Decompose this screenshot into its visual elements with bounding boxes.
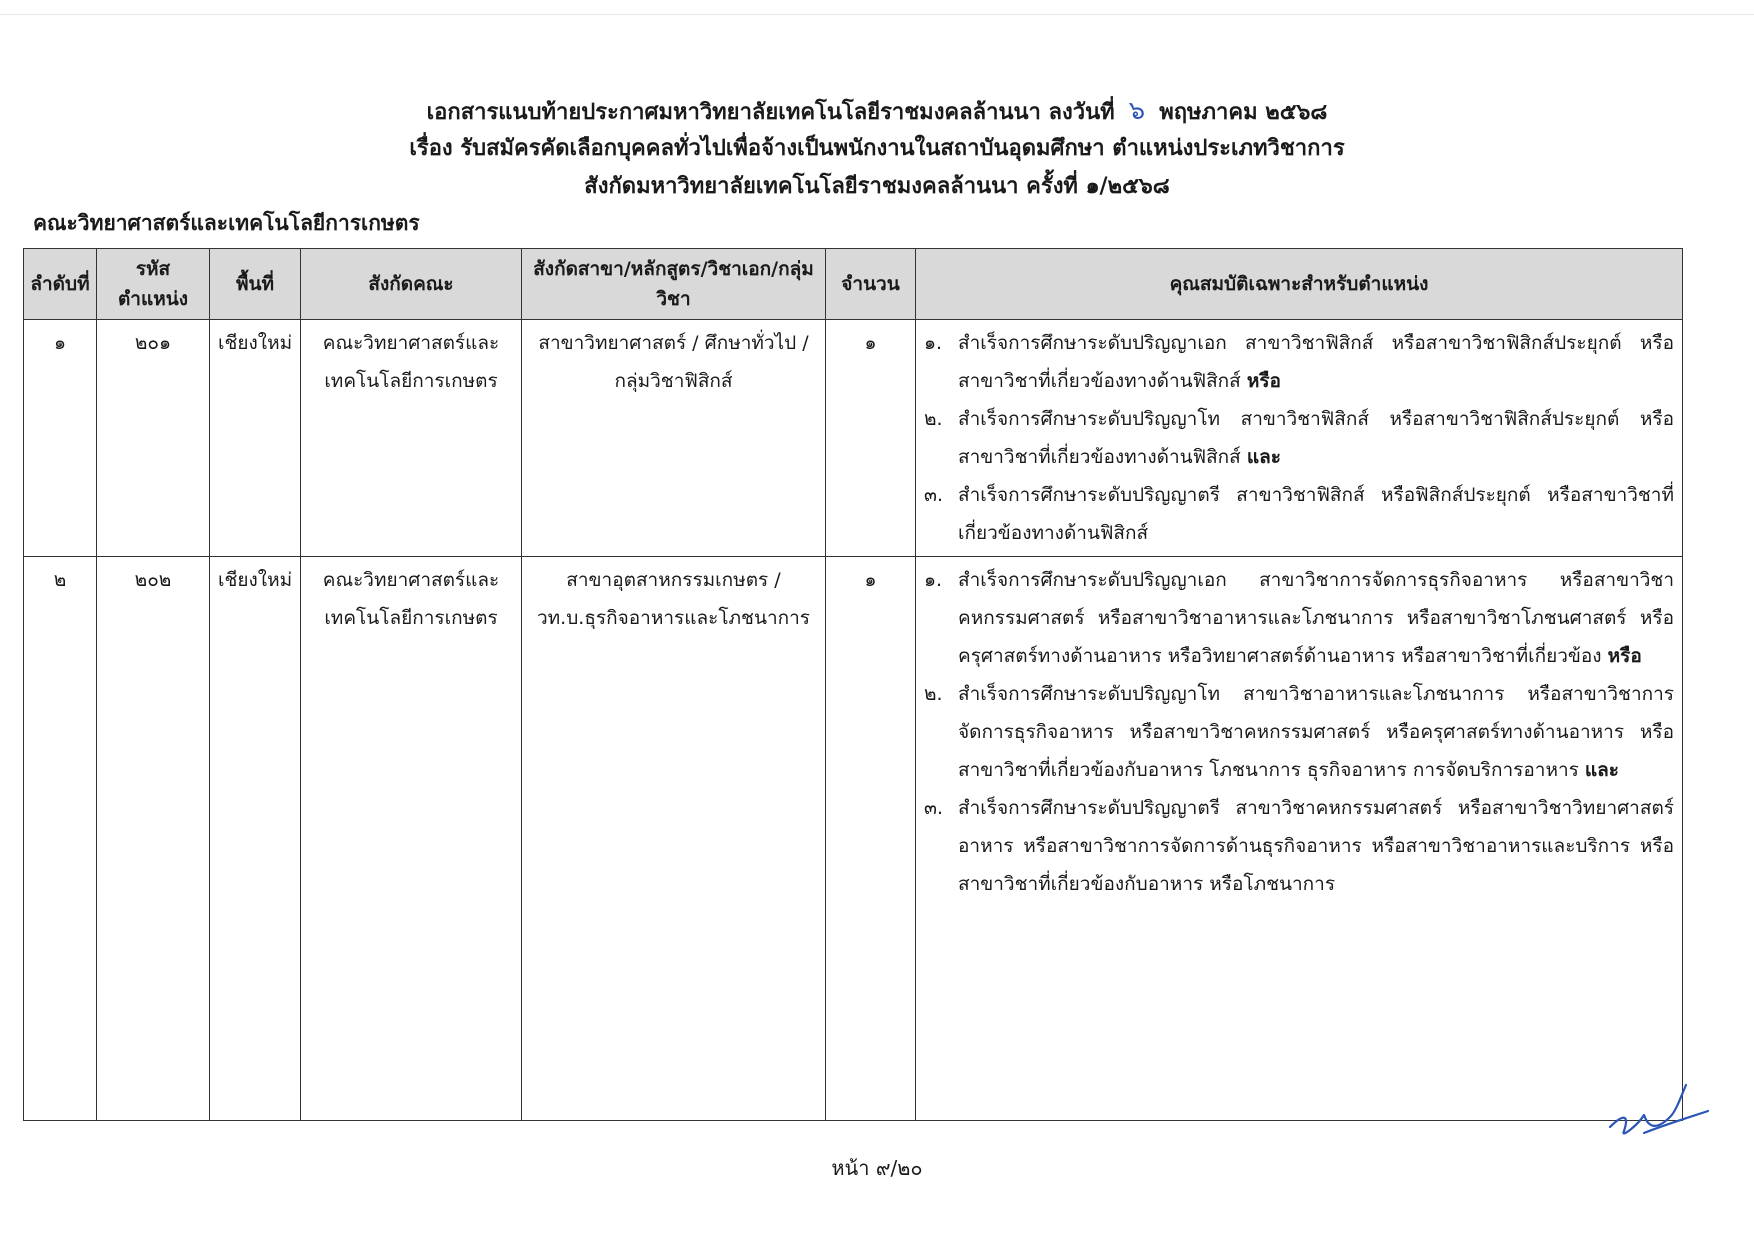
qualifications-list	[924, 324, 1674, 552]
qualification-number: ๒.	[924, 408, 943, 430]
table-row	[24, 557, 1683, 1121]
qualification-text: สำเร็จการศึกษาระดับปริญญาตรี สาขาวิชาฟิสิกส์ หรือฟิสิกส์ประยุกต์ หรือสาขาวิชาที่เกี่ยวข้องทางด้านฟิสิกส์	[958, 484, 1674, 544]
qualification-text: สำเร็จการศึกษาระดับปริญญาโท สาขาวิชาอาหารและโภชนาการ หรือสาขาวิชาการจัดการธุรกิจอาหาร หรือสาขาวิชาคหกรรมศาสตร์ หรือครุศาสตร์ทางด้านอาหาร หรือสาขาวิชาที่เกี่ยวข้องกับอาหาร โภชนาการ ธุรกิจอาหาร การจัดบริการอาหาร	[958, 683, 1674, 781]
qualification-number: ๑.	[924, 569, 943, 591]
qualification-text: สำเร็จการศึกษาระดับปริญญาโท สาขาวิชาฟิสิกส์ หรือสาขาวิชาฟิสิกส์ประยุกต์ หรือสาขาวิชาที่เกี่ยวข้องทางด้านฟิสิกส์	[958, 408, 1674, 468]
qualification-number: ๓.	[924, 797, 944, 819]
cell-qualifications	[916, 557, 1683, 1121]
cell-no: ๑	[24, 320, 97, 557]
document-header	[0, 92, 1754, 206]
page-number: หน้า ๙/๒๐	[831, 1156, 923, 1180]
qualification-number: ๑.	[924, 332, 943, 354]
positions-table	[23, 248, 1683, 1121]
header-line-3: สังกัดมหาวิทยาลัยเทคโนโลยีราชมงคลล้านนา ครั้งที่ ๑/๒๕๖๘	[584, 174, 1170, 199]
qualification-text: สำเร็จการศึกษาระดับปริญญาเอก สาขาวิชาฟิสิกส์ หรือสาขาวิชาฟิสิกส์ประยุกต์ หรือสาขาวิชาที่เกี่ยวข้องทางด้านฟิสิกส์	[958, 332, 1674, 392]
qualification-item	[924, 675, 1674, 789]
header-count: จำนวน	[826, 249, 916, 320]
cell-no: ๒	[24, 557, 97, 1121]
header-line-1	[0, 92, 1754, 130]
header-line-1-prefix: เอกสารแนบท้ายประกาศมหาวิทยาลัยเทคโนโลยีราชมงคลล้านนา ลงวันที่	[426, 100, 1115, 125]
header-program: สังกัดสาขา/หลักสูตร/วิชาเอก/กลุ่มวิชา	[522, 249, 826, 320]
qualification-conjunction: และ	[1584, 759, 1620, 781]
handwritten-signature	[1600, 1075, 1710, 1145]
cell-program: สาขาอุตสาหกรรมเกษตร / วท.บ.ธุรกิจอาหารและโภชนาการ	[522, 557, 826, 1121]
faculty-title: คณะวิทยาศาสตร์และเทคโนโลยีการเกษตร	[33, 211, 420, 235]
cell-qualifications	[916, 320, 1683, 557]
qualification-item	[924, 400, 1674, 476]
qualification-text: สำเร็จการศึกษาระดับปริญญาตรี สาขาวิชาคหกรรมศาสตร์ หรือสาขาวิชาวิทยาศาสตร์อาหาร หรือสาขาวิชาการจัดการด้านธุรกิจอาหาร หรือสาขาวิชาอาหารและบริการ หรือสาขาวิชาที่เกี่ยวข้องกับอาหาร หรือโภชนาการ	[958, 797, 1674, 895]
qualification-text: สำเร็จการศึกษาระดับปริญญาเอก สาขาวิชาการจัดการธุรกิจอาหาร หรือสาขาวิชาคหกรรมศาสตร์ หรือสาขาวิชาอาหารและโภชนาการ หรือสาขาวิชาโภชนศาสตร์ หรือครุศาสตร์ทางด้านอาหาร หรือวิทยาศาสตร์ด้านอาหาร หรือสาขาวิชาที่เกี่ยวข้อง	[958, 569, 1674, 667]
header-line-2: เรื่อง รับสมัครคัดเลือกบุคคลทั่วไปเพื่อจ้างเป็นพนักงานในสถาบันอุดมศึกษา ตำแหน่งประเภทวิชาการ	[409, 136, 1345, 161]
header-qualifications: คุณสมบัติเฉพาะสำหรับตำแหน่ง	[916, 249, 1683, 320]
header-handwritten-day: ๖	[1128, 96, 1146, 126]
qualification-conjunction: หรือ	[1246, 370, 1281, 392]
table-header-row	[24, 249, 1683, 320]
qualification-item	[924, 789, 1674, 903]
header-code: รหัสตำแหน่ง	[97, 249, 210, 320]
qualification-number: ๒.	[924, 683, 943, 705]
qualification-number: ๓.	[924, 484, 944, 506]
cell-count: ๑	[826, 320, 916, 557]
header-area: พื้นที่	[210, 249, 301, 320]
header-faculty: สังกัดคณะ	[301, 249, 522, 320]
cell-area: เชียงใหม่	[210, 320, 301, 557]
cell-count: ๑	[826, 557, 916, 1121]
qualification-conjunction: และ	[1246, 446, 1281, 468]
header-line-1-suffix: พฤษภาคม ๒๕๖๘	[1159, 100, 1328, 125]
qualifications-list	[924, 561, 1674, 903]
cell-area: เชียงใหม่	[210, 557, 301, 1121]
cell-code: ๒๐๒	[97, 557, 210, 1121]
qualification-conjunction: หรือ	[1607, 645, 1642, 667]
qualification-item	[924, 476, 1674, 552]
cell-faculty: คณะวิทยาศาสตร์และเทคโนโลยีการเกษตร	[301, 557, 522, 1121]
top-scan-rule	[0, 14, 1754, 15]
cell-code: ๒๐๑	[97, 320, 210, 557]
qualification-item	[924, 561, 1674, 675]
header-no: ลำดับที่	[24, 249, 97, 320]
qualification-item	[924, 324, 1674, 400]
cell-faculty: คณะวิทยาศาสตร์และเทคโนโลยีการเกษตร	[301, 320, 522, 557]
cell-program: สาขาวิทยาศาสตร์ / ศึกษาทั่วไป / กลุ่มวิชาฟิสิกส์	[522, 320, 826, 557]
table-row	[24, 320, 1683, 557]
